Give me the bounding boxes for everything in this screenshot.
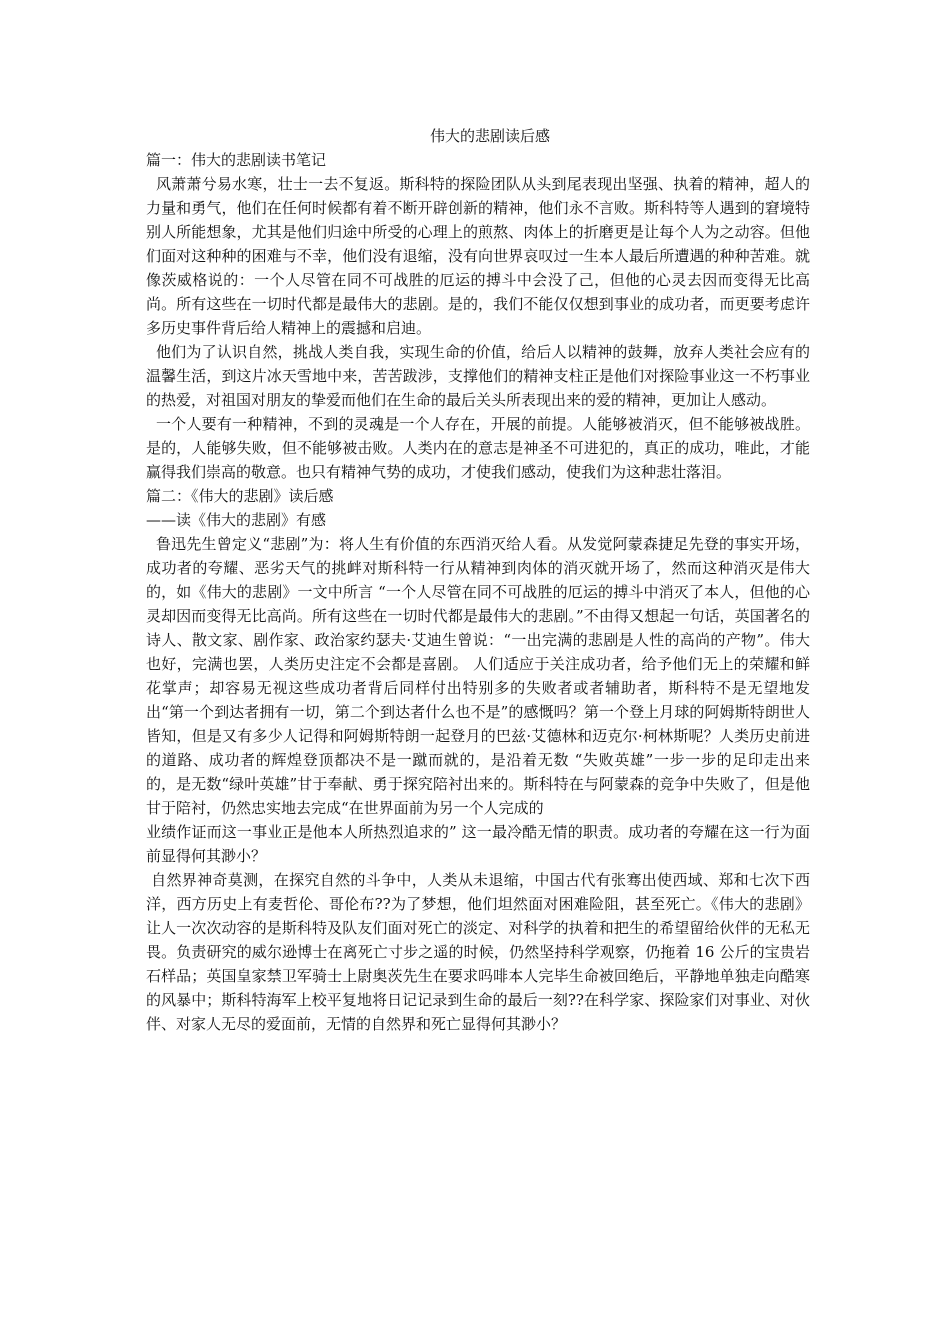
paragraph: 业绩作证而这一事业正是他本人所热烈追求的” 这一最冷酷无情的职责。成功者的夸耀在这一行为面前显得何其渺小？ [146, 823, 810, 865]
section-heading-part-one: 篇一：伟大的悲剧读书笔记 [146, 151, 327, 169]
section-heading-part-two: 篇二：《伟大的悲剧》读后感 [146, 487, 334, 505]
section-subheading: ——读《伟大的悲剧》有感 [146, 511, 327, 529]
paragraph: 一个人要有一种精神，不到的灵魂是一个人存在，开展的前提。人能够被消灭，但不能够被战胜。是的，人能够失败，但不能够被击败。人类内在的意志是神圣不可进犯的，真正的成功，唯此，才能赢得我们崇高的敬意。也只有精神气势的成功，才使我们感动，使我们为这种悲壮落泪。 [146, 415, 810, 481]
paragraph: 风萧萧兮易水寒，壮士一去不复返。斯科特的探险团队从头到尾表现出坚强、执着的精神，超人的力量和勇气，他们在任何时候都有着不断开辟创新的精神，他们永不言败。斯科特等人遇到的窘境特别人所能想象，尤其是他们归途中所受的心理上的煎熬、肉体上的折磨更是让每个人为之动容。但他们面对这种种的困难与不幸，他们没有退缩，没有向世界哀叹过一生本人最后所遭遇的种种苦难。就像茨威格说的：一个人尽管在同不可战胜的厄运的搏斗中会没了己，但他的心灵去因而变得无比高尚。所有这些在一切时代都是最伟大的悲剧。是的，我们不能仅仅想到事业的成功者，而更要考虑许多历史事件背后给人精神上的震撼和启迪。 [146, 175, 810, 337]
document-body [146, 124, 810, 1036]
paragraph: 他们为了认识自然，挑战人类自我，实现生命的价值，给后人以精神的鼓舞，放弃人类社会应有的温馨生活，到这片冰天雪地中来，苦苦跋涉，支撑他们的精神支柱正是他们对探险事业这一不朽事业的热爱，对祖国对朋友的挚爱而他们在生命的最后关头所表现出来的爱的精神，更加让人感动。 [146, 343, 810, 409]
document-title: 伟大的悲剧读后感 [429, 127, 550, 145]
paragraph: 鲁迅先生曾定义“悲剧”为：将人生有价值的东西消灭给人看。从发觉阿蒙森捷足先登的事实开场，成功者的夸耀、恶劣天气的挑衅对斯科特一行从精神到肉体的消灭就开场了，然而这种消灭是伟大的，如《伟大的悲剧》一文中所言 “一个人尽管在同不可战胜的厄运的搏斗中消灭了本人，但他的心灵却因而变得无比高尚。所有这些在一切时代都是最伟大的悲剧。”不由得又想起一句话，英国著名的诗人、散文家、剧作家、政治家约瑟夫·艾迪生曾说：“一出完满的悲剧是人性的高尚的产物”。伟大也好，完满也罢，人类历史注定不会都是喜剧。 人们适应于关注成功者，给予他们无上的荣耀和鲜花掌声；却容易无视这些成功者背后同样付出特别多的失败者或者辅助者，斯科特不是无望地发出“第一个到达者拥有一切，第二个到达者什么也不是”的感慨吗？第一个登上月球的阿姆斯特朗世人皆知，但是又有多少人记得和阿姆斯特朗一起登月的巴兹·艾德林和迈克尔·柯林斯呢？人类历史前进的道路、成功者的辉煌登顶都决不是一蹴而就的，是沿着无数 “失败英雄”一步一步的足印走出来的，是无数“绿叶英雄”甘于奉献、勇于探究陪衬出来的。斯科特在与阿蒙森的竞争中失败了，但是他甘于陪衬，仍然忠实地去完成“在世界面前为另一个人完成的 [146, 535, 810, 817]
paragraph: 自然界神奇莫测，在探究自然的斗争中，人类从未退缩，中国古代有张骞出使西域、郑和七次下西洋，西方历史上有麦哲伦、哥伦布??为了梦想，他们坦然面对困难险阻，甚至死亡。《伟大的悲剧》让人一次次动容的是斯科特及队友们面对死亡的淡定、对科学的执着和把生的希望留给伙伴的无私无畏。负责研究的威尔逊博士在离死亡寸步之遥的时候，仍然坚持科学观察，仍拖着 16 公斤的宝贵岩石样品；英国皇家禁卫军骑士上尉奥茨先生在要求吗啡本人完毕生命被回绝后，平静地单独走向酷寒的风暴中；斯科特海军上校平复地将日记记录到生命的最后一刻??在科学家、探险家们对事业、对伙伴、对家人无尽的爱面前，无情的自然界和死亡显得何其渺小？ [146, 871, 810, 1033]
